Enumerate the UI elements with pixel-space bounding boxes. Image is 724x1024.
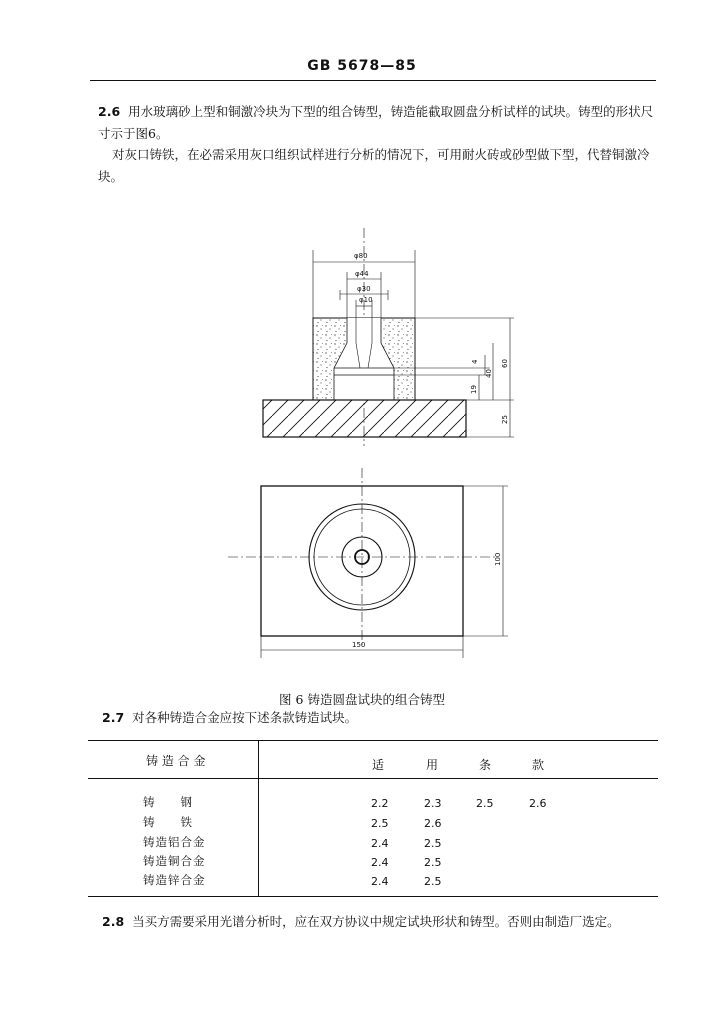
table-header-clause-2: 用 xyxy=(426,758,439,772)
table-cell: 2.5 xyxy=(424,875,442,888)
table-cell: 2.6 xyxy=(529,797,547,810)
table-row-alloy: 铸 钢 xyxy=(143,795,193,809)
dim-d30: φ30 xyxy=(357,285,371,293)
standard-code: GB 5678—85 xyxy=(307,58,417,74)
table-row-alloy: 铸造铝合金 xyxy=(143,835,206,849)
section-number: 2.8 xyxy=(102,914,125,929)
dim-h100: 100 xyxy=(494,552,502,566)
figure-caption: 图 6 铸造圆盘试块的组合铸型 xyxy=(279,692,445,707)
table-row-alloy: 铸造铜合金 xyxy=(143,854,206,868)
table-cell: 2.5 xyxy=(424,856,442,869)
table-cell: 2.4 xyxy=(371,856,389,869)
table-bottom-rule xyxy=(88,896,658,897)
chill-plate xyxy=(263,400,466,437)
section-number: 2.6 xyxy=(98,104,121,119)
section-2-6-para2: 对灰口铸铁，在必需采用灰口组织试样进行分析的情况下，可用耐火砖或砂型做下型，代替铜激冷块。 xyxy=(98,147,650,184)
dim-h60: 60 xyxy=(501,359,509,368)
table-cell: 2.2 xyxy=(371,797,389,810)
dim-d10: φ10 xyxy=(359,296,373,304)
table-cell: 2.3 xyxy=(424,797,442,810)
dim-h4: 4 xyxy=(471,359,479,364)
dim-w150: 150 xyxy=(352,641,366,649)
dim-h40: 40 xyxy=(485,369,493,378)
table-column-divider xyxy=(258,740,259,896)
dim-h19: 19 xyxy=(470,385,478,394)
table-cell: 2.5 xyxy=(424,837,442,850)
table-header-clause-3: 条 xyxy=(479,758,492,772)
table-cell: 2.4 xyxy=(371,837,389,850)
table-cell: 2.5 xyxy=(476,797,494,810)
plan-dimensions xyxy=(261,486,508,658)
table-cell: 2.6 xyxy=(424,817,442,830)
section-text: 当买方需要采用光谱分析时，应在双方协议中规定试块形状和铸型。否则由制造厂选定。 xyxy=(132,914,620,929)
section-2-8 xyxy=(102,912,620,930)
table-top-rule xyxy=(88,740,658,741)
table-cell: 2.5 xyxy=(371,817,389,830)
dim-h25: 25 xyxy=(501,415,509,424)
dim-d44: φ44 xyxy=(355,270,369,278)
dim-d80: φ80 xyxy=(354,252,368,260)
plan-dim-labels xyxy=(352,553,502,649)
section-text: 对各种铸造合金应按下述条款铸造试块。 xyxy=(132,710,358,725)
table-row-alloy: 铸造锌合金 xyxy=(143,873,206,887)
table-header-clause-1: 适 xyxy=(372,758,385,772)
table-header-rule xyxy=(88,778,658,779)
table-header-clause-4: 款 xyxy=(532,758,545,772)
table-row-alloy: 铸 铁 xyxy=(143,815,193,829)
table-header-alloy: 铸 造 合 金 xyxy=(146,754,206,768)
table-cell: 2.4 xyxy=(371,875,389,888)
section-2-7 xyxy=(102,708,357,726)
section-view xyxy=(263,228,466,446)
section-text: 用水玻璃砂上型和铜激冷块为下型的组合铸型，铸造能截取圆盘分析试样的试块。铸型的形状尺寸示于图6。 xyxy=(98,104,654,141)
section-number: 2.7 xyxy=(102,710,125,725)
plan-view xyxy=(228,468,496,648)
